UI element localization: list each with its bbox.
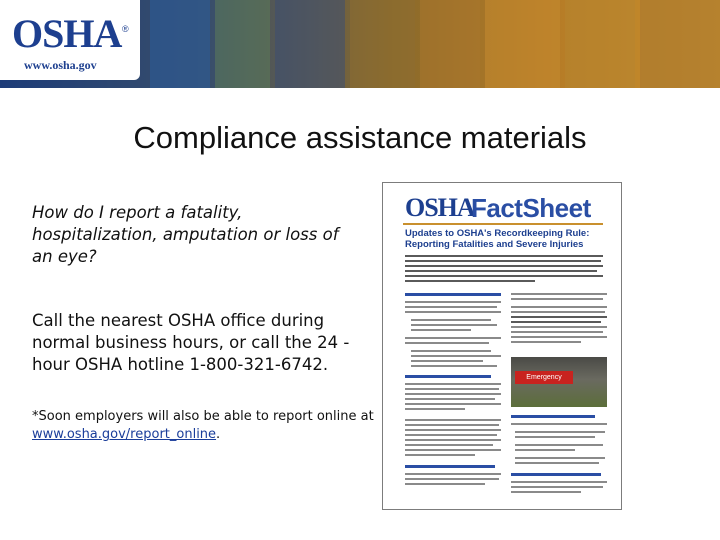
banner-tile <box>640 0 720 88</box>
fact-sheet-osha-logo: OSHA <box>405 193 475 222</box>
fact-sheet-title: FactSheet <box>471 193 591 223</box>
banner-tile <box>275 0 345 88</box>
osha-logo[interactable] <box>0 0 140 80</box>
fact-sheet-headline: Updates to OSHA's Recordkeeping Rule: Reporting Fatalities and Severe Injuries <box>405 228 590 250</box>
banner-tile <box>485 0 560 88</box>
report-online-link[interactable]: www.osha.gov/report_online <box>32 427 217 442</box>
banner-tile <box>150 0 210 88</box>
banner-tile <box>215 0 270 88</box>
banner-tile <box>350 0 415 88</box>
note-prefix: *Soon employers will also be able to report online at <box>32 409 374 424</box>
header-banner <box>0 0 720 88</box>
emergency-photo <box>511 357 607 407</box>
online-report-note <box>32 408 392 444</box>
banner-tile <box>420 0 480 88</box>
fact-sheet-thumbnail <box>382 182 622 510</box>
logo-registered-mark: ® <box>122 24 129 34</box>
logo-url: www.osha.gov <box>24 58 97 72</box>
question-text: How do I report a fatality, hospitalization, amputation or loss of an eye? <box>32 203 339 266</box>
logo-text: OSHA <box>12 11 122 56</box>
banner-tile <box>565 0 635 88</box>
emergency-sign: Emergency <box>515 371 573 384</box>
answer-text: Call the nearest OSHA office during normal business hours, or call the 24 -hour OSHA hotline 1-800-321-6742. <box>32 311 350 374</box>
page-title: Compliance assistance materials <box>133 120 587 155</box>
note-suffix: . <box>216 427 221 442</box>
fact-sheet-divider <box>403 223 603 225</box>
